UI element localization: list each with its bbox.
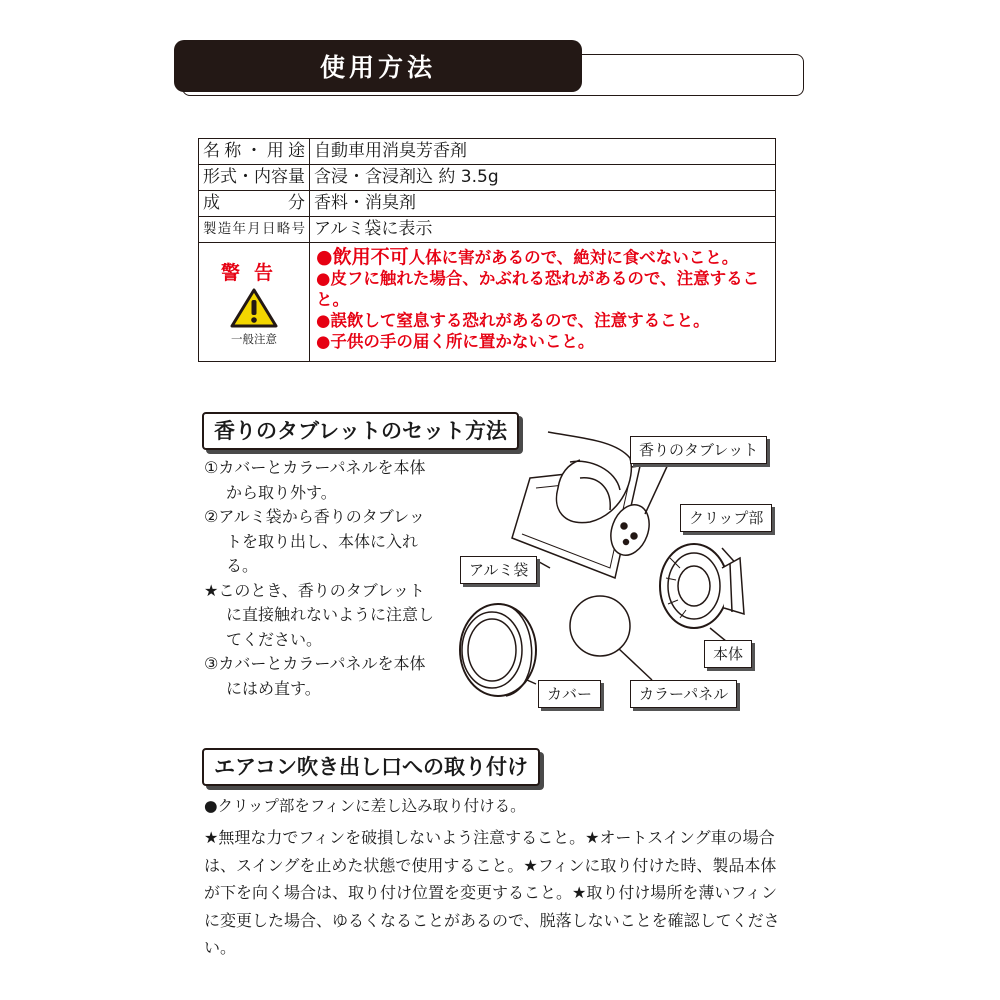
spec-table — [198, 138, 776, 362]
warning-item: ●皮フに触れた場合、かぶれる恐れがあるので、注意すること。 — [316, 269, 760, 309]
warning-text: 人体に害があるので、絶対に食べないこと。 — [408, 248, 739, 267]
callout-clip: クリップ部 — [680, 504, 772, 532]
warning-bullet: ● — [316, 246, 333, 268]
table-row — [199, 217, 776, 243]
warning-list — [310, 243, 776, 362]
step-item: ②アルミ袋から香りのタブレットを取り出し、本体に入れる。 — [204, 507, 425, 575]
callout-body: 本体 — [704, 640, 752, 668]
tablet-steps — [204, 456, 436, 701]
step-item: ①カバーとカラーパネルを本体から取り外す。 — [204, 458, 426, 502]
section-heading-aircon: エアコン吹き出し口への取り付け — [202, 748, 540, 786]
aircon-instruction: ●クリップ部をフィンに差し込み取り付ける。 — [204, 797, 526, 815]
warning-item: ●子供の手の届く所に置かないこと。 — [316, 332, 595, 351]
page-title: 使用方法 — [174, 40, 582, 92]
warning-item: ●誤飲して窒息する恐れがあるので、注意すること。 — [316, 311, 710, 330]
spec-label: 製造年月日略号 — [199, 217, 310, 243]
spec-value: 含浸・含浸剤込 約 3.5g — [310, 165, 776, 191]
table-row — [199, 139, 776, 165]
spec-value: アルミ袋に表示 — [310, 217, 776, 243]
spec-value: 香料・消臭剤 — [310, 191, 776, 217]
warning-subtitle: 一般注意 — [231, 331, 277, 346]
spec-value: 自動車用消臭芳香剤 — [310, 139, 776, 165]
table-row — [199, 191, 776, 217]
step-item: ③カバーとカラーパネルを本体にはめ直す。 — [204, 654, 426, 698]
warning-label-cell — [199, 243, 310, 362]
tablet-illustration — [440, 418, 790, 718]
callout-bag: アルミ袋 — [460, 556, 537, 584]
step-item: ★このとき、香りのタブレットに直接触れないように注意してください。 — [204, 580, 435, 649]
section-heading-tablet: 香りのタブレットのセット方法 — [202, 412, 519, 450]
warning-emphasis: 飲用不可 — [332, 246, 409, 268]
callout-tablet: 香りのタブレット — [630, 436, 767, 464]
warning-row — [199, 243, 776, 362]
aircon-notes: ★無理な力でフィンを破損しないよう注意すること。★オートスイング車の場合は、スイングを止めた状態で使用すること。★フィンに取り付けた時、製品本体が下を向く場合は、取り付け位置を変更すること。★取り付け場所を薄いフィンに変更した場合、ゆるくなることがあるので、脱落しないことを確認してください。 — [204, 828, 780, 957]
warning-title: 警告 — [220, 261, 287, 284]
spec-label: 名称・用途 — [199, 139, 310, 165]
table-row — [199, 165, 776, 191]
spec-label: 形式・内容量 — [199, 165, 310, 191]
warning-item — [316, 247, 769, 268]
warning-triangle-icon — [229, 287, 279, 329]
spec-label: 成 分 — [199, 191, 310, 217]
callout-cover: カバー — [538, 680, 601, 708]
callout-color-panel: カラーパネル — [630, 680, 737, 708]
